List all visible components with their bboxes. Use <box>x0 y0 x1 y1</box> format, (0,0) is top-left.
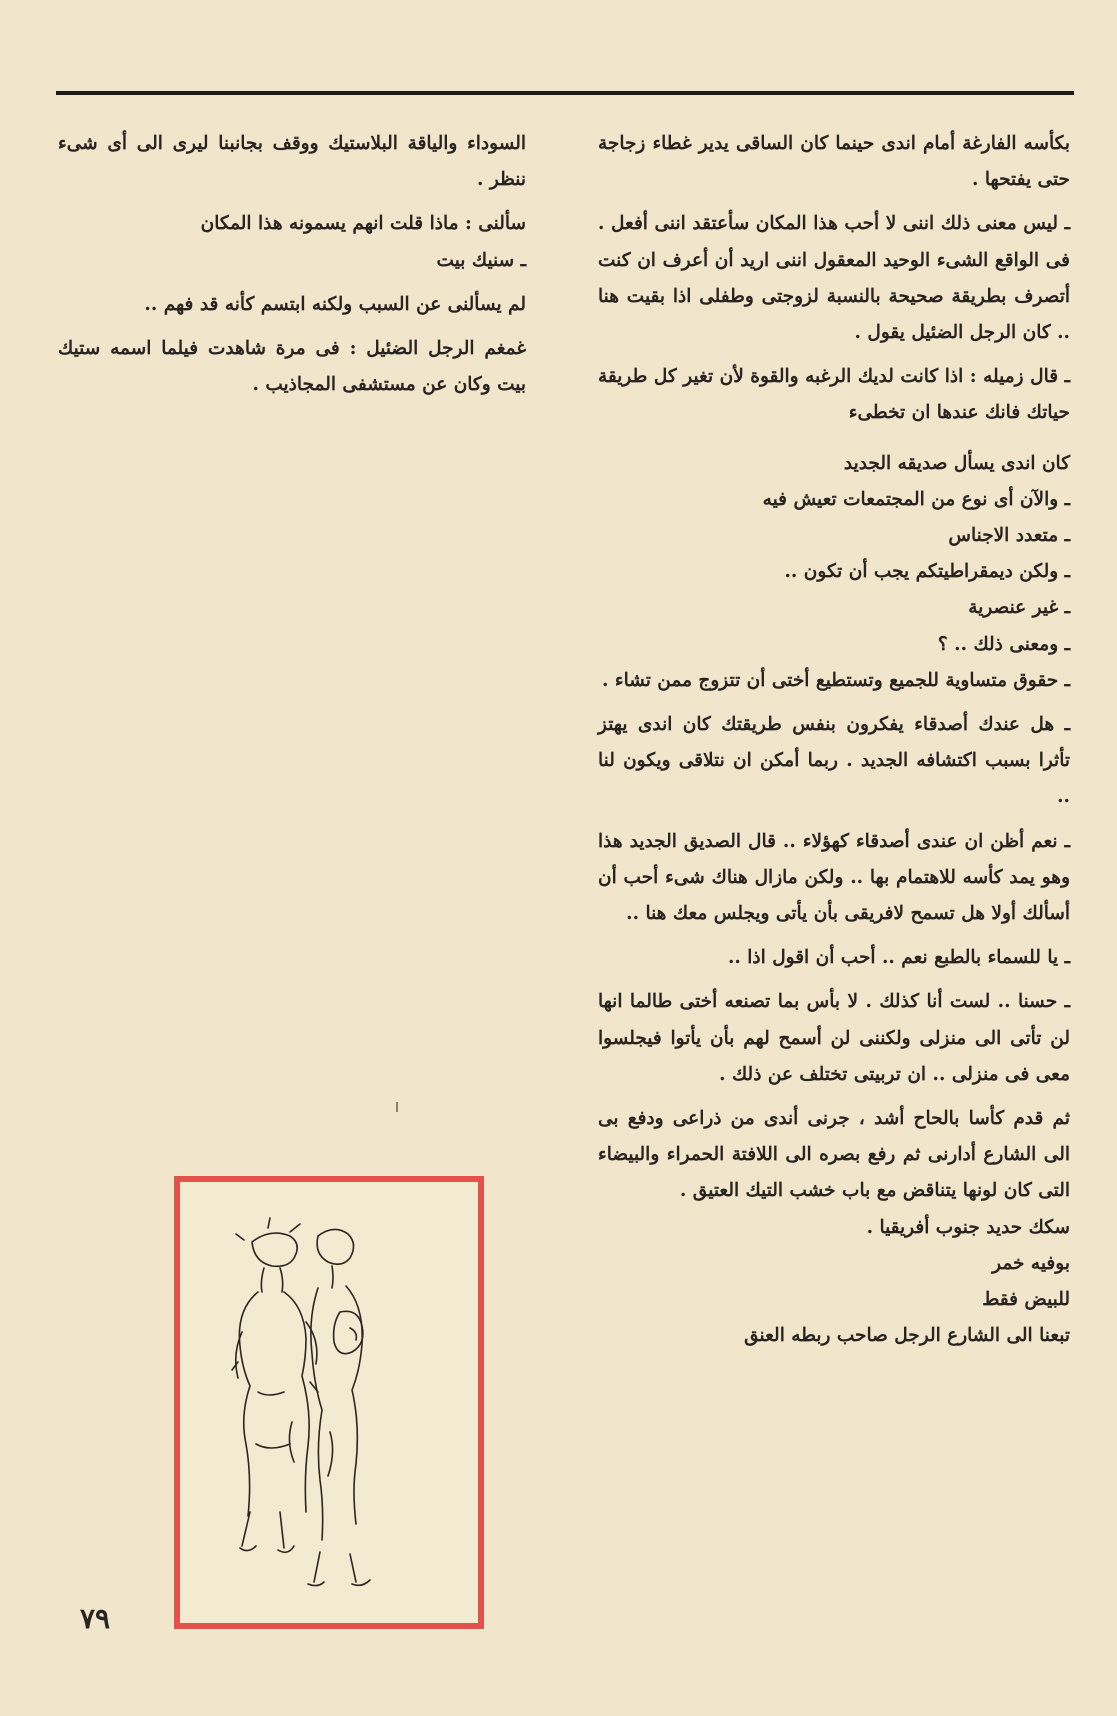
dialogue-line: ـ والآن أى نوع من المجتمعات تعيش فيه <box>762 488 1070 510</box>
paragraph: ـ يا للسماء بالطبع نعم .. أحب أن اقول اذا .. <box>727 947 1070 969</box>
dialogue-line: ـ ومعنى ذلك .. ؟ <box>937 633 1070 655</box>
dialogue-line: سألنى : ماذا قلت انهم يسمونه هذا المكان <box>200 213 526 235</box>
sign-line: بوفيه خمر <box>992 1252 1070 1274</box>
paragraph: لم يسألنى عن السبب ولكنه ابتسم كأنه قد فهم .. <box>144 293 526 315</box>
page-number: ٧٩ <box>80 1602 111 1635</box>
figures-sketch <box>180 1182 478 1623</box>
dialogue-line: ـ سنيك بيت <box>436 249 526 271</box>
dialogue-line: ـ متعدد الاجناس <box>948 525 1070 547</box>
paragraph: ثم قدم كأسا بالحاح أشد ، جرنى أندى من ذراعى ودفع بى الى الشارع أدارنى ثم رفع بصره الى اللافتة الحمراء والبيضاء التى كان لونها يتناقض مع باب خشب التيك العتيق . <box>598 1108 1070 1202</box>
dialogue-line: كان اندى يسأل صديقه الجديد <box>843 452 1070 474</box>
paragraph: ـ قال زميله : اذا كانت لديك الرغبه والقوة لأن تغير كل طريقة حياتك فانك عندها ان تخطىء <box>598 366 1070 424</box>
paragraph: السوداء والياقة البلاستيك ووقف بجانبنا ليرى الى أى شىء ننظر . <box>58 133 526 191</box>
paragraph: بكأسه الفارغة أمام اندى حينما كان الساقى يدير غطاء زجاجة حتى يفتحها . <box>598 133 1070 191</box>
dialogue-line: ـ ولكن ديمقراطيتكم يجب أن تكون .. <box>784 561 1070 583</box>
print-speck <box>396 1102 398 1112</box>
illustration-frame <box>174 1176 484 1629</box>
top-rule <box>56 91 1074 95</box>
paragraph: غمغم الرجل الضئيل : فى مرة شاهدت فيلما اسمه ستيك بيت وكان عن مستشفى المجاذيب . <box>58 338 526 396</box>
paragraph: ـ ليس معنى ذلك اننى لا أحب هذا المكان سأعتقد اننى أفعل . فى الواقع الشىء الوحيد المعقول اننى اريد أن أعرف ان كنت أتصرف بطريقة صحيحة بالنسبة لزوجتى وطفلى اذا بقيت هنا .. كان الرجل الضئيل يقول . <box>598 213 1070 344</box>
sign-line: للبيض فقط <box>982 1289 1070 1311</box>
paragraph: ـ نعم أظن ان عندى أصدقاء كهؤلاء .. قال الصديق الجديد هذا وهو يمد كأسه للاهتمام بها .. ولكن مازال هناك شىء أحب أن أسألك أولا هل تسمح لافريقى بأن يأتى ويجلس معك هنا .. <box>598 830 1070 925</box>
paragraph: ـ هل عندك أصدقاء يفكرون بنفس طريقتك كان اندى يهتز تأثرا بسبب اكتشافه الجديد . ربما أمكن ان نتلاقى ويكون لنا .. <box>598 714 1070 808</box>
left-column <box>58 126 526 411</box>
paragraph: تبعنا الى الشارع الرجل صاحب ربطه العنق <box>744 1325 1070 1347</box>
sign-line: سكك حديد جنوب أفريقيا . <box>866 1216 1070 1238</box>
right-column <box>598 126 1070 1355</box>
paragraph: ـ حسنا .. لست أنا كذلك . لا بأس بما تصنعه أختى طالما انها لن تأتى الى منزلى ولكننى لن أسمح لهم بأن يأتوا فيجلسوا معى فى منزلى .. ان تربيتى تختلف عن ذلك . <box>598 991 1070 1085</box>
dialogue-line: ـ حقوق متساوية للجميع وتستطيع أختى أن تتزوج ممن تشاء . <box>601 669 1070 691</box>
dialogue-line: ـ غير عنصرية <box>968 597 1070 619</box>
